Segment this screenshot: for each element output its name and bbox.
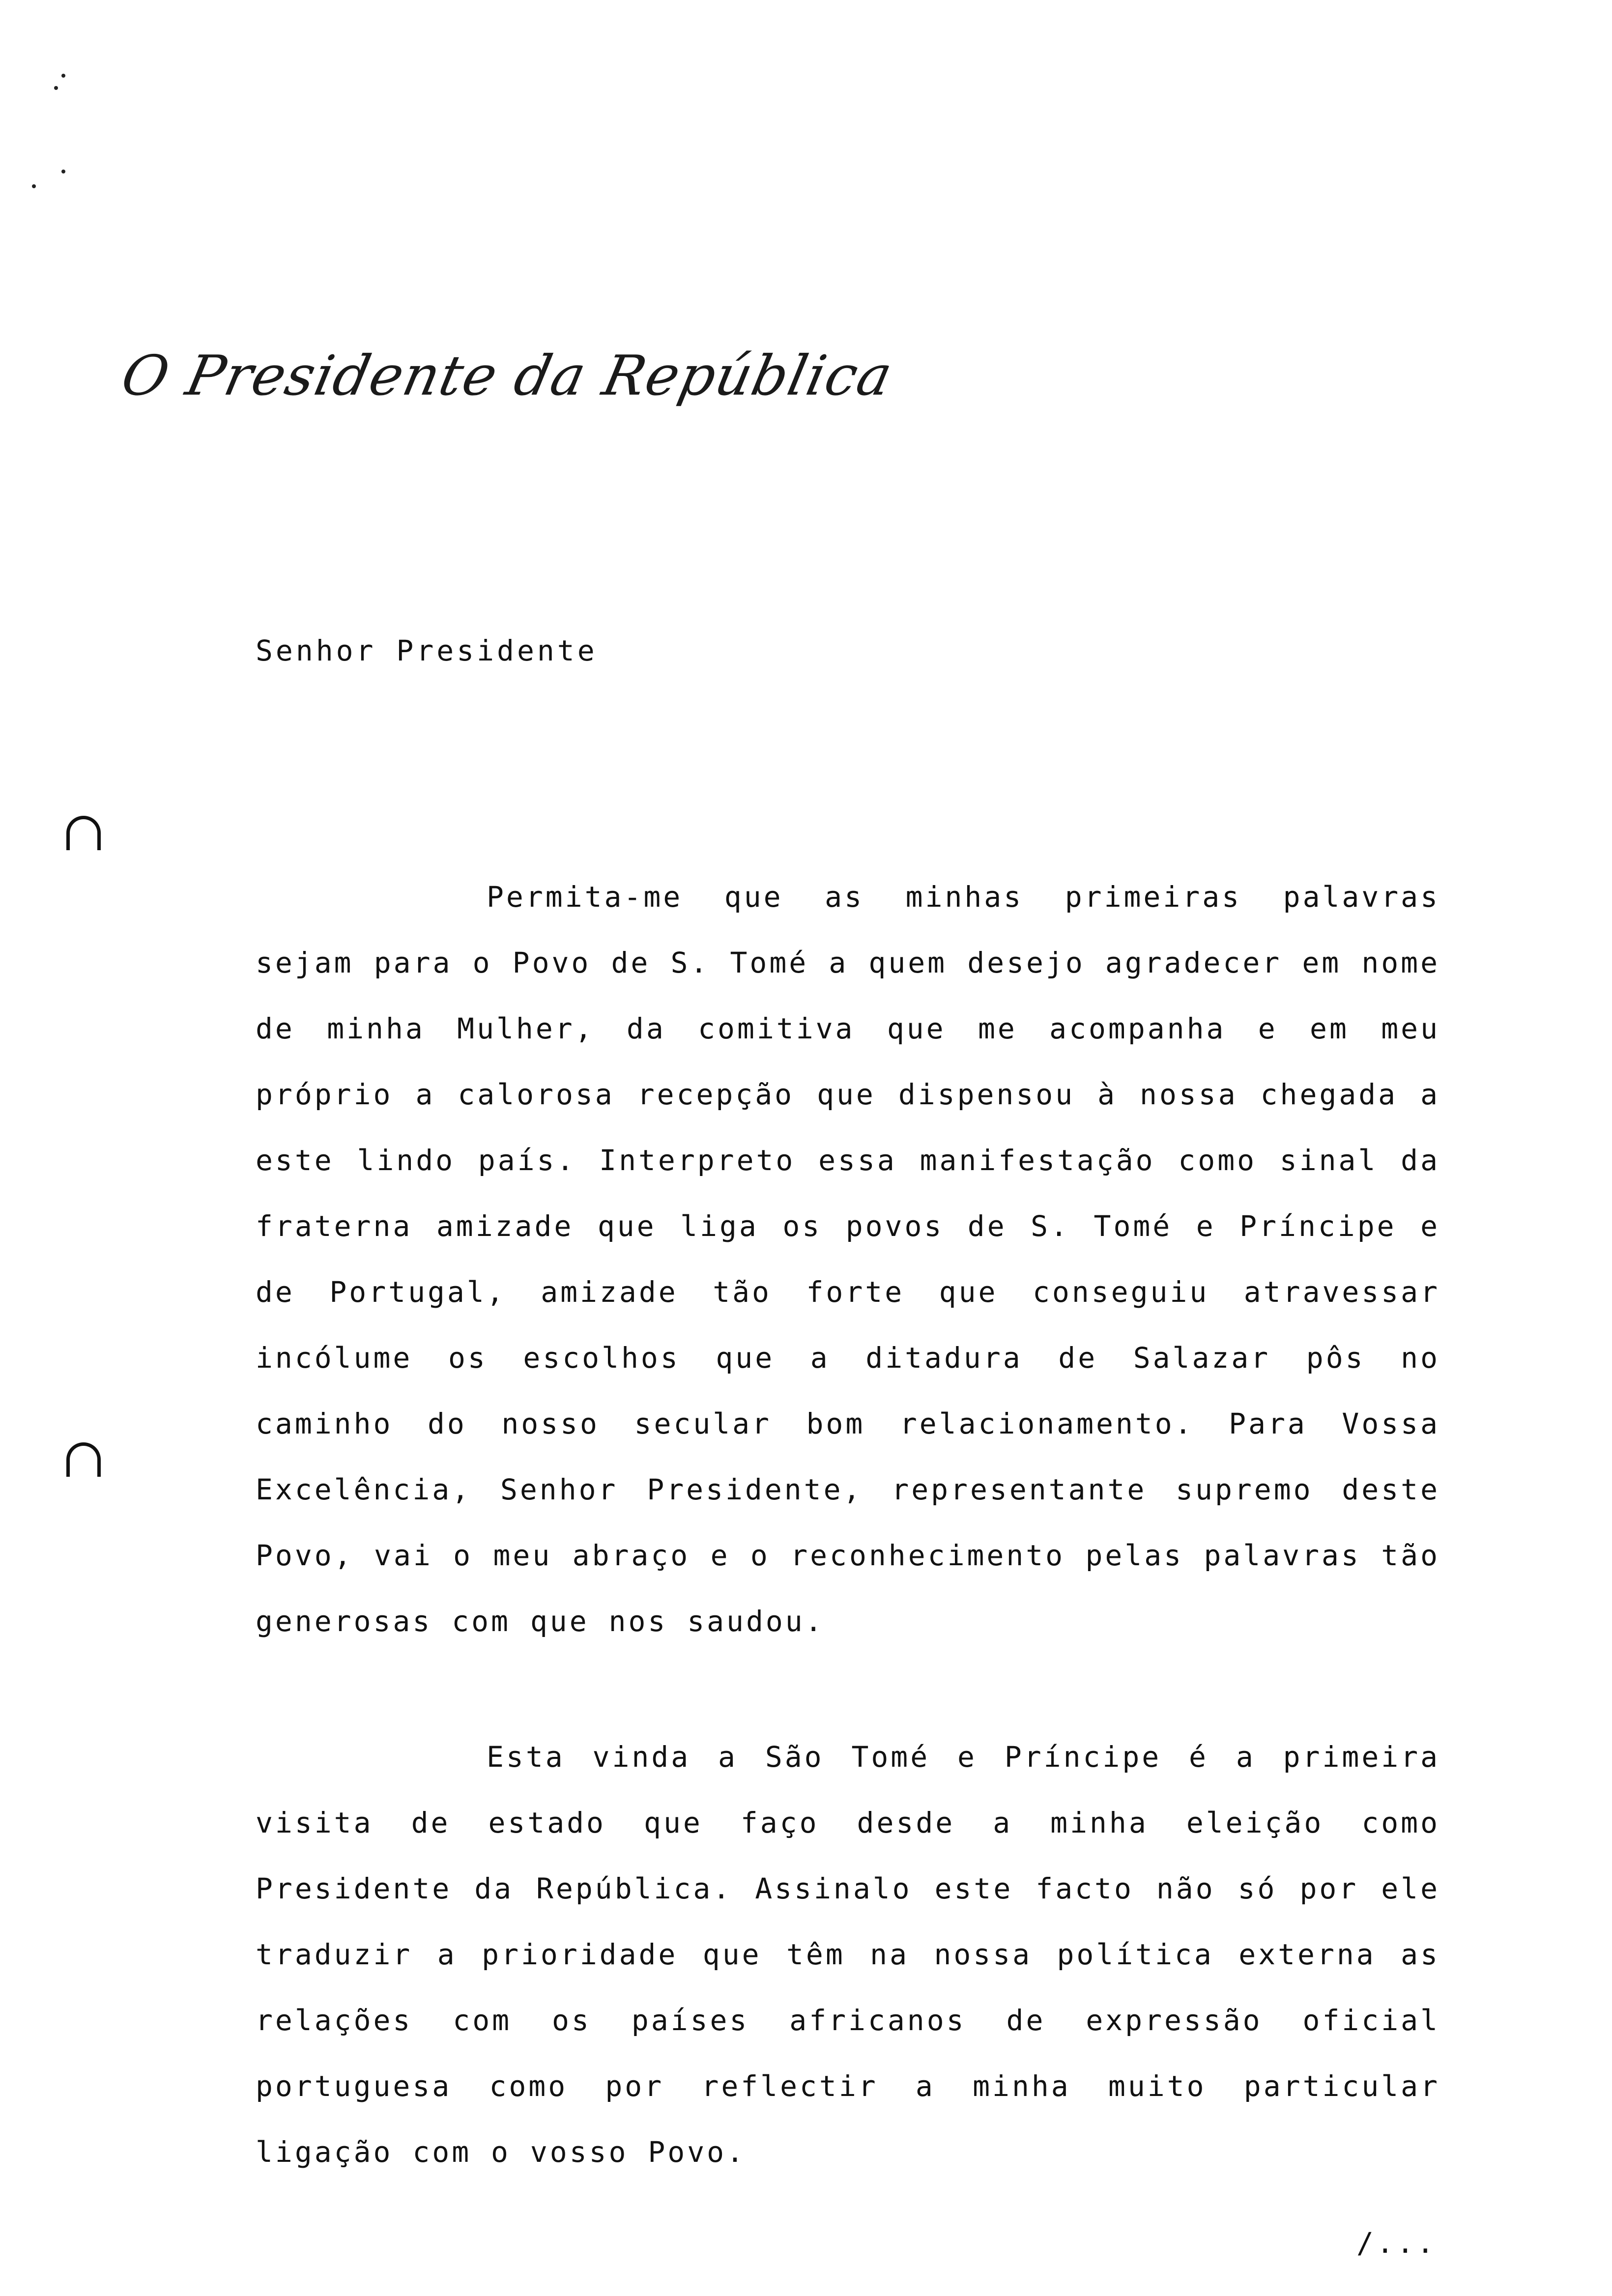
scan-speck <box>61 170 65 173</box>
salutation: Senhor Presidente <box>256 634 598 667</box>
punch-hole-mark <box>66 1442 101 1477</box>
punch-hole-mark <box>66 816 101 850</box>
paragraph-2: Esta vinda a São Tomé e Príncipe é a primeira visita de estado que faço desde a minha eleição como Presidente da República. Assinalo este facto não só por ele traduzir a prioridade que têm na nossa política externa as relações com os países africanos de expressão oficial portuguesa como por reflectir a minha muito particular ligação com o vosso Povo. <box>256 1740 1440 2169</box>
letterhead-title: O Presidente da República <box>116 344 899 408</box>
scan-speck <box>61 74 65 78</box>
continuation-mark: /... <box>1356 2226 1437 2260</box>
paragraph-1: Permita-me que as minhas primeiras palavras sejam para o Povo de S. Tomé a quem desejo agradecer em nome de minha Mulher, da comitiva que me acompanha e em meu próprio a calorosa recepção que dispensou à nossa chegada a este lindo país. Interpreto essa manifestação como sinal da fraterna amizade que liga os povos de S. Tomé e Príncipe e de Portugal, amizade tão forte que conseguiu atravessar incólume os escolhos que a ditadura de Salazar pôs no caminho do nosso secular bom relacionamento. Para Vossa Excelência, Senhor Presidente, representante supremo deste Povo, vai o meu abraço e o reconhecimento pelas palavras tão generosas com que nos saudou. <box>256 880 1440 1638</box>
scan-speck <box>54 86 58 90</box>
scan-speck <box>32 184 36 188</box>
